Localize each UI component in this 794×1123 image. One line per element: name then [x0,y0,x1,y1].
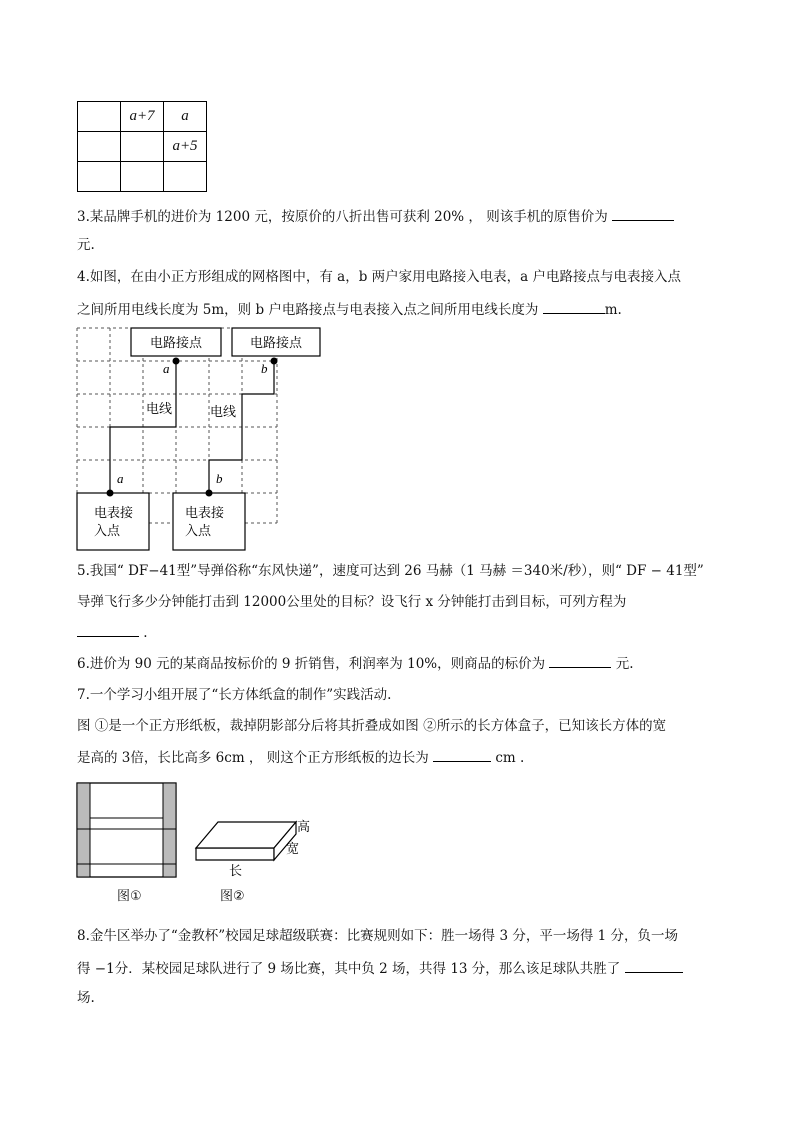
box-front-face [196,848,274,860]
question-8-line-1: 8.金牛区举办了“金教杯”校园足球超级联赛：比赛规则如下：胜一场得 3 分，平一场得 1 分，负一场 [77,928,679,944]
question-3-line-1 [77,206,674,227]
question-7-line-1: 7.一个学习小组开展了“长方体纸盒的制作”实践活动. [77,687,392,703]
meter-label-a-line2: 入点 [94,524,121,539]
label-b-bottom: b [216,471,223,486]
circuit-point-figure-b [230,325,325,361]
unit-text: cm . [495,750,525,766]
grid-cell: a+5 [164,132,207,162]
box-net-figure [74,780,324,880]
square-board [77,783,176,877]
unit-text: m. [604,302,622,318]
label-a-bottom: a [117,471,124,486]
grid-cell [164,162,207,192]
question-7-line-3 [77,747,524,768]
grid-cell: a [164,102,207,132]
answer-blank[interactable] [433,747,491,762]
question-6-line-1 [77,653,634,674]
wire-label-a: 电线 [146,402,173,417]
question-5-line-2: 导弹飞行多少分钟能打击到 12000公里处的目标？设飞行 x 分钟能打击到目标，可列方程为 [77,594,627,610]
connection-dot [206,490,213,497]
label-a-top: a [163,361,170,376]
grid-cell [78,102,121,132]
label-width: 宽 [286,842,300,857]
grid-cell [78,162,121,192]
meter-label-a-line1: 电表接 [94,506,134,521]
grid-cell [78,132,121,162]
question-4-text: 之间所用电线长度为 5m，则 b 户电路接点与电表接入点之间所用电线长度为 [77,302,539,318]
question-3-text: 3.某品牌手机的进价为 1200 元，按原价的八折出售可获利 20% ， 则该手机的原售价为 [77,209,608,225]
question-8-line-2 [77,958,683,979]
question-5-end: . [143,625,148,641]
question-3-line-2: 元. [77,237,95,253]
circuit-point-label-a: 电路接点 [149,336,203,351]
question-8-line-3: 场. [77,990,95,1006]
question-5-line-1: 5.我国“ DF−41型”导弹俗称“东风快递”，速度可达到 26 马赫（1 马赫 ＝340米/秒），则“ DF − 41型” [77,563,704,579]
unit-text: 元. [615,656,634,672]
label-b-top: b [261,361,268,376]
circuit-point-label-b: 电路接点 [249,336,303,351]
answer-blank[interactable] [612,206,674,221]
meter-label-b-line1: 电表接 [185,506,225,521]
grid-cell [121,162,164,192]
connection-dot [107,490,114,497]
question-7-text: 是高的 3倍，长比高多 6cm ， 则这个正方形纸板的边长为 [77,750,429,766]
question-4-line-2 [77,299,622,320]
meter-label-b-line2: 入点 [185,524,212,539]
figure-caption-1: 图① [117,889,142,904]
question-7-line-2: 图 ①是一个正方形纸板，裁掉阴影部分后将其折叠成如图 ②所示的长方体盒子，已知该长方体的宽 [77,718,667,734]
label-length: 长 [229,864,243,879]
wire-label-b: 电线 [210,405,237,420]
meter-box-a [77,493,149,550]
answer-blank[interactable] [625,958,683,973]
label-height: 高 [297,820,311,835]
figure-caption-2: 图② [220,889,245,904]
shaded-strip-right [163,783,176,877]
connection-dot [173,358,180,365]
question-6-text: 6.进价为 90 元的某商品按标价的 9 折销售，利润率为 10%，则商品的标价为 [77,656,546,672]
meter-box-b [173,493,245,550]
answer-blank[interactable] [77,622,139,637]
question-4-line-1: 4.如图，在由小正方形组成的网格图中，有 a，b 两户家用电路接入电表，a 户电路接点与电表接入点 [77,269,681,285]
shaded-strip-left [77,783,90,877]
grid-cell [121,132,164,162]
answer-blank[interactable] [549,653,611,668]
answer-blank[interactable] [543,299,605,314]
question-8-text: 得 −1分．某校园足球队进行了 9 场比赛，其中负 2 场，共得 13 分，那么该足球队共胜了 [77,961,621,977]
question-5-line-3 [77,622,148,643]
grid-cell: a+7 [121,102,164,132]
number-grid [77,101,207,192]
